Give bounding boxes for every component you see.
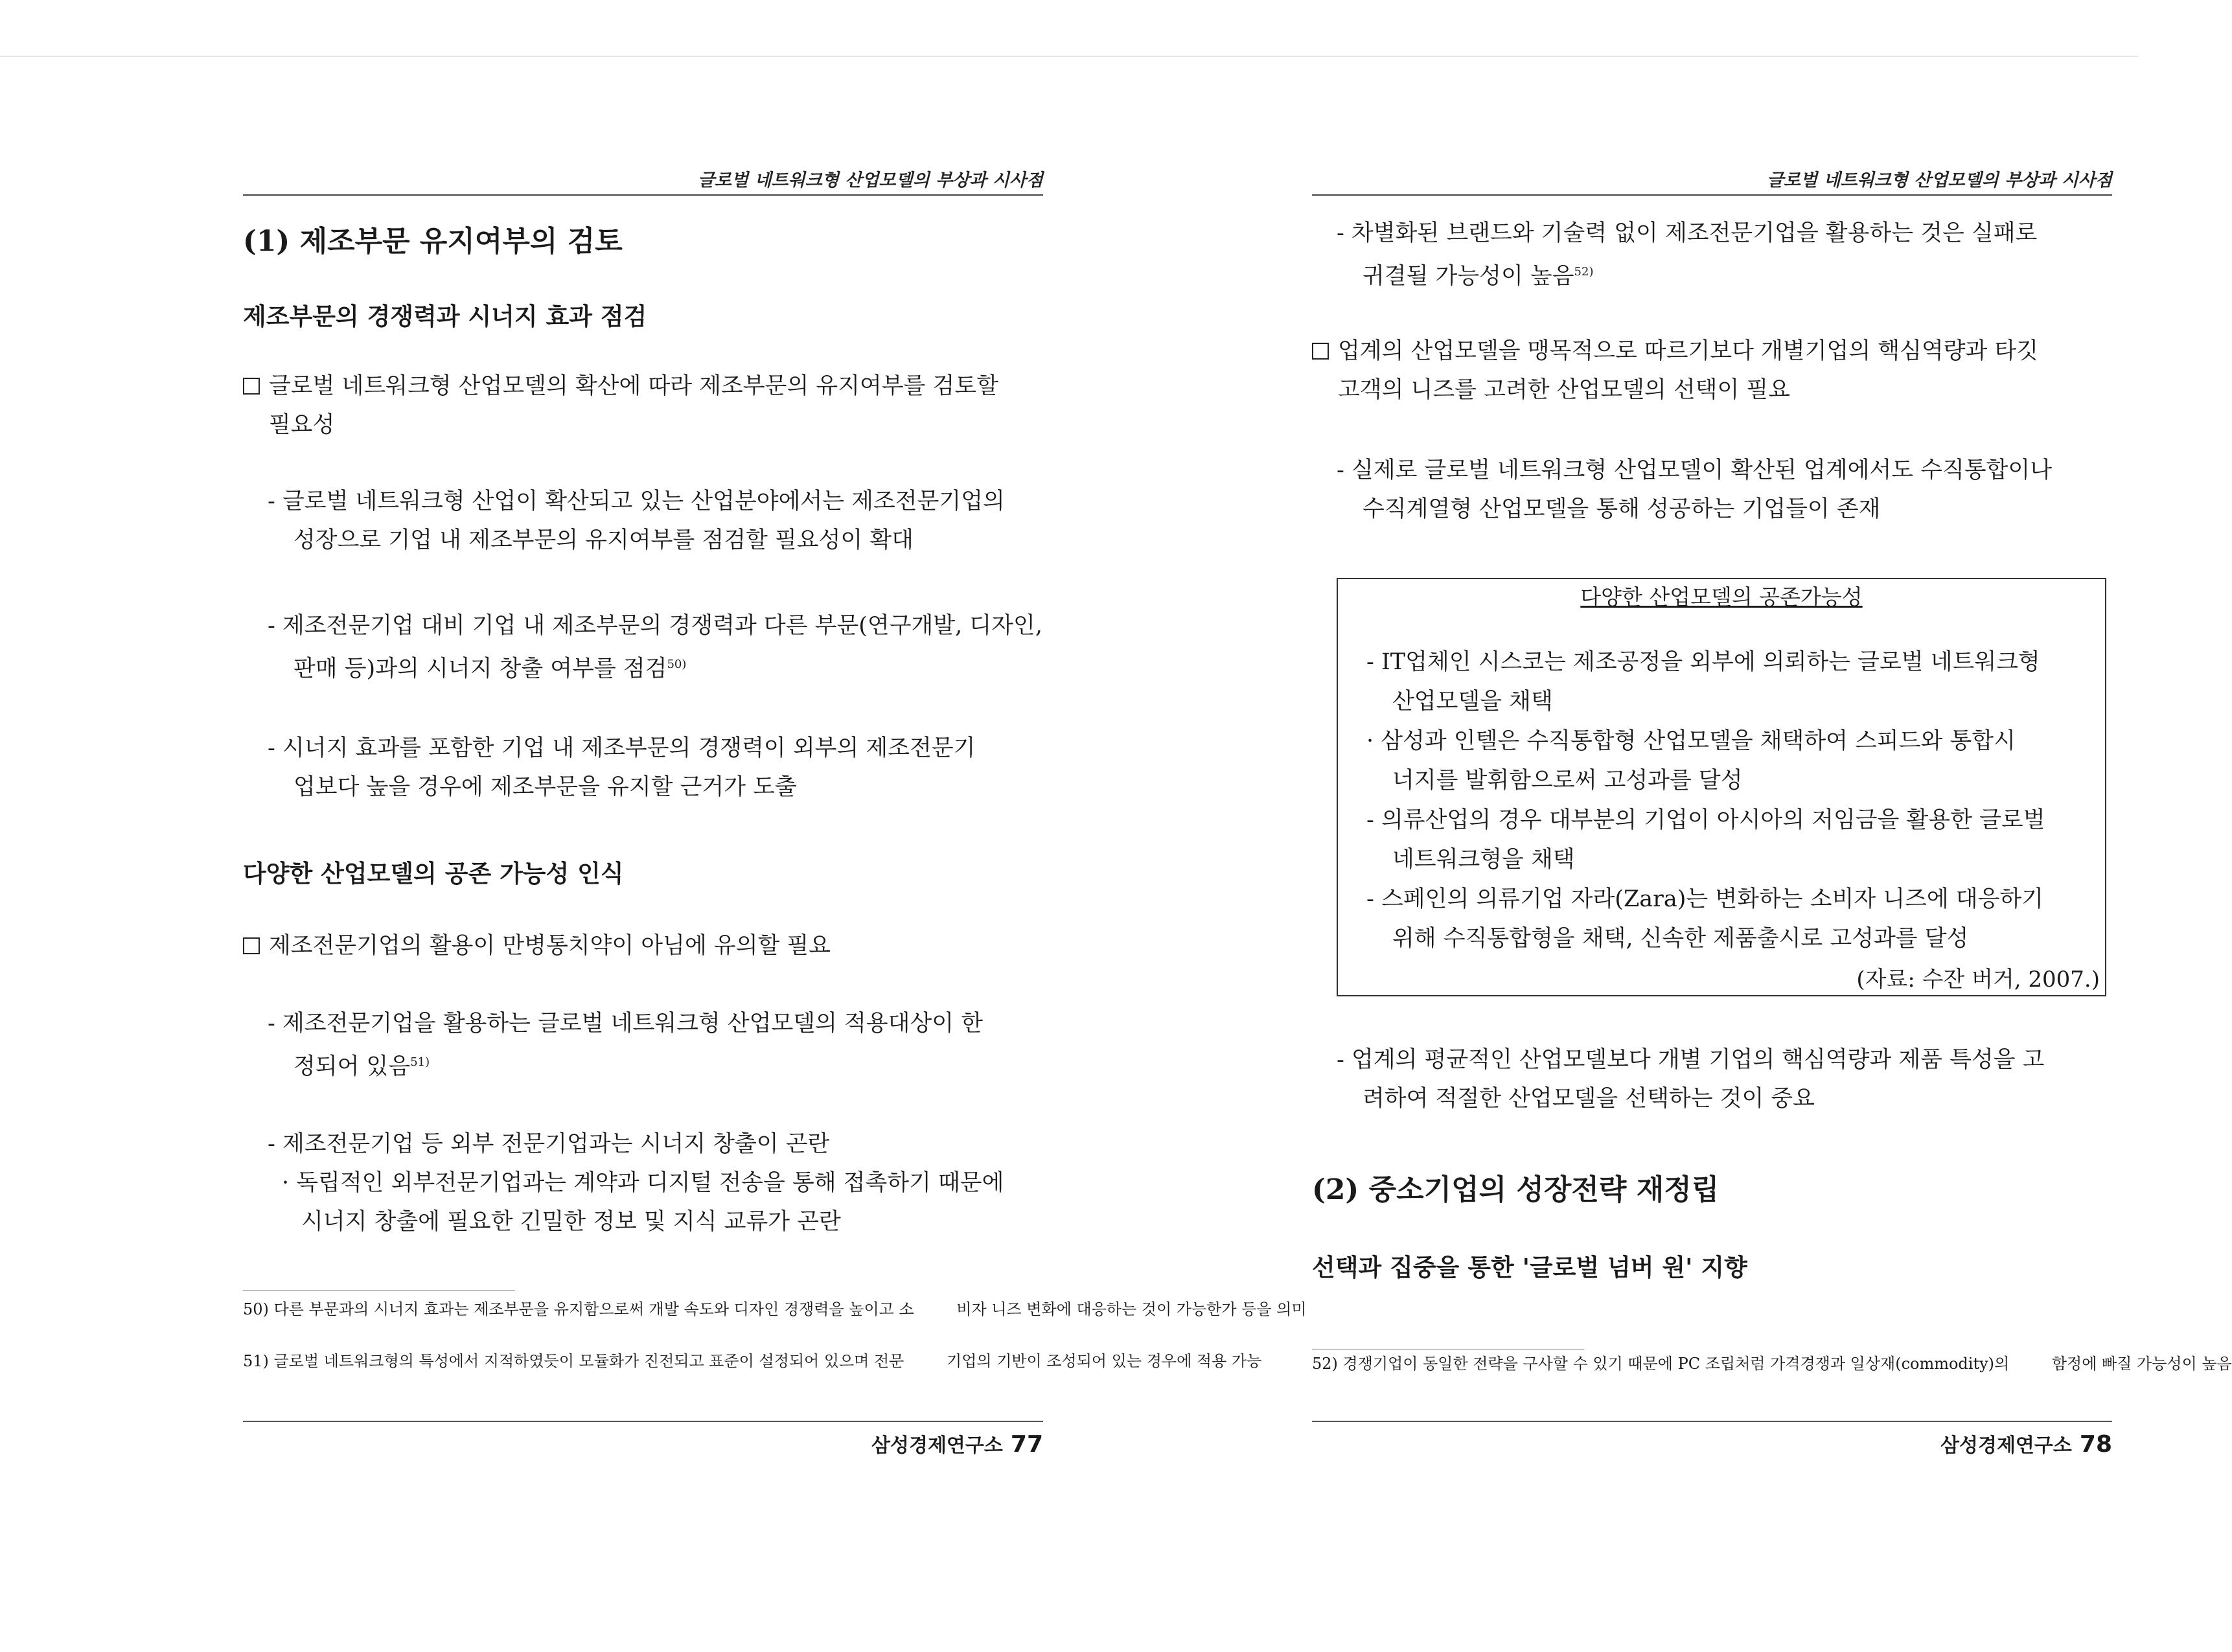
footnote-50: 50) 다른 부문과의 시너지 효과는 제조부문을 유지함으로써 개발 속도와 디자인 경쟁력을 높이고 소 비자 니즈 변화에 대응하는 것이 가능한가 등을 의미 [243,1300,1307,1318]
bullet-paragraph: 업계의 산업모델을 맹목적으로 따르기보다 개별기업의 핵심역량과 타깃 고객의 니즈를 고려한 산업모델의 선택이 필요 [1312,332,2038,409]
section-title: (1) 제조부문 유지여부의 검토 [243,225,623,258]
page-number: 77 [1010,1431,1043,1458]
checkbox-square-icon [243,378,260,395]
page-number: 78 [2079,1431,2112,1458]
footnote-ref: 52) [1574,265,1594,279]
page-78 [1312,0,2232,1652]
case-box [1337,578,2106,996]
footer-publisher: 삼성경제연구소 78 [1940,1431,2112,1458]
bullet-paragraph: 제조전문기업의 활용이 만병통치약이 아님에 유의할 필요 [243,926,831,965]
footer-publisher: 삼성경제연구소 77 [871,1431,1043,1458]
box-item: - 의류산업의 경우 대부분의 기업이 아시아의 저임금을 활용한 글로벌 네트워크형을 채택 [1366,807,2045,873]
section-title: (2) 중소기업의 성장전략 재정립 [1312,1173,1720,1206]
footnote-ref: 51) [410,1055,430,1069]
running-head: 글로벌 네트워크형 산업모델의 부상과 시사점 [1766,170,2112,190]
checkbox-square-icon [243,937,260,954]
bullet-paragraph: 글로벌 네트워크형 산업모델의 확산에 따라 제조부문의 유지여부를 검토할 필요성 [243,367,998,444]
dot-item: · 독립적인 외부전문기업과는 계약과 디지털 전송을 통해 접촉하기 때문에 시너지 창출에 필요한 긴밀한 정보 및 지식 교류가 곤란 [282,1170,1004,1235]
dash-item: - 실제로 글로벌 네트워크형 산업모델이 확산된 업계에서도 수직통합이나 수직계열형 산업모델을 통해 성공하는 기업들이 존재 [1337,457,2053,522]
footnote-ref: 50) [667,658,687,671]
box-source: (자료: 수잔 버거, 2007.) [1856,967,2100,992]
running-head: 글로벌 네트워크형 산업모델의 부상과 시사점 [697,170,1043,190]
dash-item: - 제조전문기업 대비 기업 내 제조부문의 경쟁력과 다른 부문(연구개발, 디자인, 판매 등)과의 시너지 창출 여부를 점검$^{50)}$ [268,613,1042,682]
footer-rule [243,1421,1043,1422]
dash-item: - 제조전문기업 등 외부 전문기업과는 시너지 창출이 곤란 [268,1131,830,1157]
dash-item: - 제조전문기업을 활용하는 글로벌 네트워크형 산업모델의 적용대상이 한 정되어 있음$^{51)}$ [268,1011,984,1080]
footnote-51: 51) 글로벌 네트워크형의 특성에서 지적하였듯이 모듈화가 진전되고 표준이 설정되어 있으며 전문 기업의 기반이 조성되어 있는 경우에 적용 가능 [243,1352,1262,1370]
dash-item: - 차별화된 브랜드와 기술력 없이 제조전문기업을 활용하는 것은 실패로 귀결될 가능성이 높음$^{52)}$ [1337,220,2038,290]
checkbox-square-icon [1312,343,1329,360]
page-77 [243,0,1307,1652]
header-rule [243,194,1043,196]
box-title: 다양한 산업모델의 공존가능성 [1580,584,1863,610]
dash-item: - 시너지 효과를 포함한 기업 내 제조부문의 경쟁력이 외부의 제조전문기 업보다 높을 경우에 제조부문을 유지할 근거가 도출 [268,735,976,800]
dash-item: - 업계의 평균적인 산업모델보다 개별 기업의 핵심역량과 제품 특성을 고 려하여 적절한 산업모델을 선택하는 것이 중요 [1337,1047,2045,1112]
footnote-52: 52) 경쟁기업이 동일한 전략을 구사할 수 있기 때문에 PC 조립처럼 가격경쟁과 일상재(commodity)의 함정에 빠질 가능성이 높음 [1312,1355,2232,1373]
footer-rule [1312,1421,2112,1422]
dash-item: - 글로벌 네트워크형 산업이 확산되고 있는 산업분야에서는 제조전문기업의 성장으로 기업 내 제조부문의 유지여부를 점검할 필요성이 확대 [268,488,1005,553]
subheading: 다양한 산업모델의 공존 가능성 인식 [243,859,624,888]
subheading: 선택과 집중을 통한 '글로벌 넘버 원' 지향 [1312,1253,1747,1281]
subheading: 제조부문의 경쟁력과 시너지 효과 점검 [243,302,647,330]
header-rule [1312,194,2112,196]
box-item: - 스페인의 의류기업 자라(Zara)는 변화하는 소비자 니즈에 대응하기 위해 수직통합형을 채택, 신속한 제품출시로 고성과를 달성 [1366,886,2044,952]
box-item: - IT업체인 시스코는 제조공정을 외부에 의뢰하는 글로벌 네트워크형 산업모델을 채택 [1366,649,2040,715]
box-item: · 삼성과 인텔은 수직통합형 산업모델을 채택하여 스피드와 통합시 너지를 발휘함으로써 고성과를 달성 [1366,728,2016,794]
